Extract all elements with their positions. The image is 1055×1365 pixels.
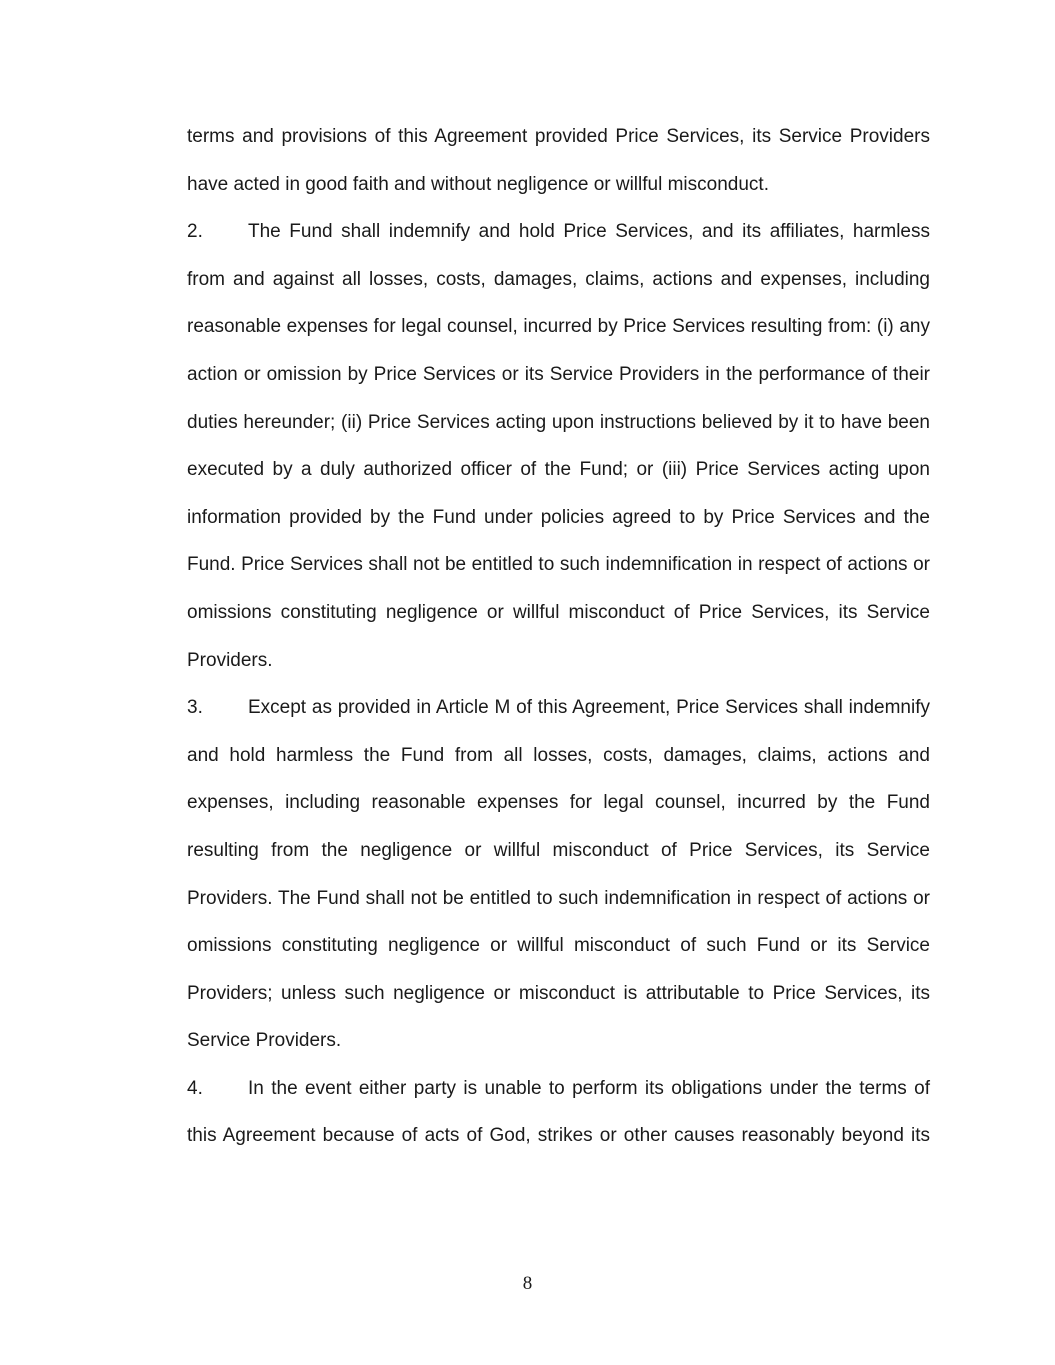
paragraph-3 xyxy=(187,684,930,1065)
paragraph-continuation xyxy=(187,113,930,208)
paragraph-number: 3. xyxy=(187,697,203,719)
paragraph-text: terms and provisions of this Agreement provided Price Services, its Service Providers have acted in good faith and without negligence or willful misconduct. xyxy=(187,126,930,195)
paragraph-number: 2. xyxy=(187,221,203,243)
paragraph-2 xyxy=(187,208,930,684)
page-number: 8 xyxy=(522,1273,533,1294)
paragraph-text: The Fund shall indemnify and hold Price Services, and its affiliates, harmless from and against all losses, costs, damages, claims, actions and expenses, including reasonable expenses for legal counsel, incurred by Price Services resulting from: (i) any action or omission by Price Services or its Service Providers in the performance of their duties hereunder; (ii) Price Services acting upon instructions believed by it to have been executed by a duly authorized officer of the Fund; or (iii) Price Services acting upon information provided by the Fund under policies agreed to by Price Services and the Fund. Price Services shall not be entitled to such indemnification in respect of actions or omissions constituting negligence or willful misconduct of Price Services, its Service Providers. xyxy=(187,221,930,671)
paragraph-4 xyxy=(187,1065,930,1160)
paragraph-text: In the event either party is unable to perform its obligations under the terms of this Agreement because of acts of God, strikes or other causes reasonably beyond its xyxy=(187,1077,930,1147)
document-body xyxy=(187,113,930,1160)
paragraph-number: 4. xyxy=(187,1077,203,1099)
paragraph-text: Except as provided in Article M of this Agreement, Price Services shall indemnify and hold harmless the Fund from all losses, costs, damages, claims, actions and expenses, including reasonable expenses for legal counsel, incurred by the Fund resulting from the negligence or willful misconduct of Price Services, its Service Providers. The Fund shall not be entitled to such indemnification in respect of actions or omissions constituting negligence or willful misconduct of such Fund or its Service Providers; unless such negligence or misconduct is attributable to Price Services, its Service Providers. xyxy=(187,697,930,1052)
